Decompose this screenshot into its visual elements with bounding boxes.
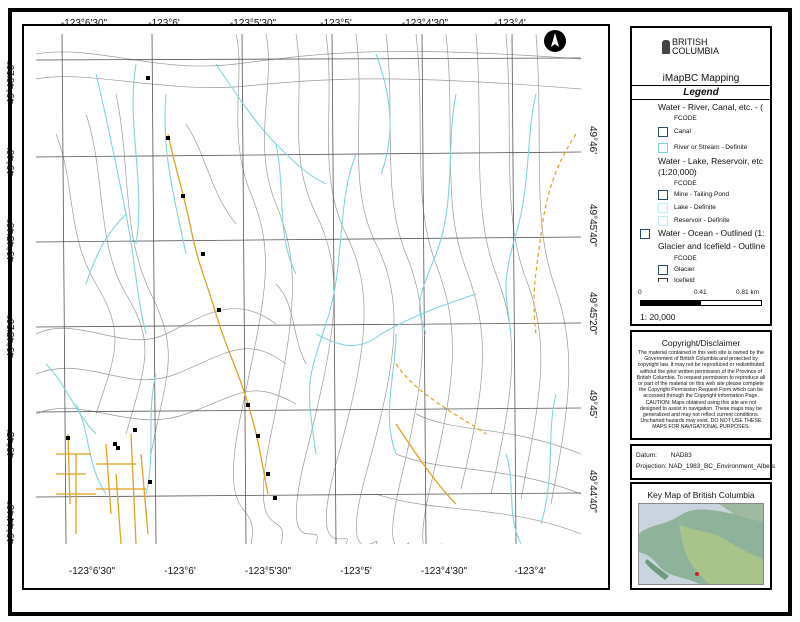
lat-label-right: 49°44'40" xyxy=(587,470,598,513)
lon-label-bottom: -123°6'30" xyxy=(68,566,116,577)
bc-logo-line2: COLUMBIA xyxy=(672,46,720,56)
legend-fcode: FCODE xyxy=(674,180,697,187)
lon-label-top: -123°5' xyxy=(320,18,352,29)
north-arrow-icon xyxy=(544,30,566,52)
projection-value: NAD_1983_BC_Environment_Albers xyxy=(668,463,776,470)
lat-label-left: 49°44'40" xyxy=(6,501,17,544)
legend-lake-definite: Lake - Definite xyxy=(674,204,716,211)
datum-value: NAD83 xyxy=(670,452,692,459)
lake-swatch xyxy=(658,203,668,213)
glacier-swatch xyxy=(658,265,668,275)
scale-ratio: 1: 20,000 xyxy=(640,312,676,322)
datum-label: Datum: xyxy=(636,452,657,459)
lon-label-top: -123°6' xyxy=(148,18,180,29)
key-map-image xyxy=(638,503,764,585)
legend-fcode: FCODE xyxy=(674,255,697,262)
legend-reservoir-definite: Reservoir - Definite xyxy=(674,217,730,224)
icefield-swatch xyxy=(658,278,668,282)
copyright-panel xyxy=(630,330,772,440)
lon-label-bottom: -123°4' xyxy=(514,566,546,577)
legend-icefield: Icefield xyxy=(674,277,695,284)
datum-line xyxy=(636,452,692,459)
contour-lines xyxy=(36,34,581,544)
legend-glacier-outline: Glacier and Icefield - Outline xyxy=(658,241,766,251)
legend-water-ocean: Water - Ocean - Outlined (1: xyxy=(658,228,765,238)
lon-label-bottom: -123°5'30" xyxy=(244,566,292,577)
topographic-map xyxy=(36,34,581,544)
lat-label-left: 49°45'20" xyxy=(6,315,17,358)
lon-label-top: -123°5'30" xyxy=(229,18,277,29)
canal-swatch xyxy=(658,127,668,137)
scale-zero: 0 xyxy=(638,289,642,296)
legend-fcode: FCODE xyxy=(674,115,697,122)
lat-label-right: 49°46' xyxy=(587,126,598,155)
copyright-title: Copyright/Disclaimer xyxy=(661,338,741,348)
lat-label-left: 49°45'40" xyxy=(6,219,17,262)
lon-label-top: -123°4' xyxy=(494,18,526,29)
key-map-panel xyxy=(630,482,772,590)
bc-logo xyxy=(672,38,719,56)
key-map-title: Key Map of British Columbia xyxy=(647,490,755,500)
legend-water-lake-scale: (1:20,000) xyxy=(658,167,697,177)
lon-label-bottom: -123°4'30" xyxy=(420,566,468,577)
lat-label-right: 49°45'20" xyxy=(587,292,598,335)
lon-label-bottom: -123°6' xyxy=(164,566,196,577)
map-subtitle: iMapBC Mapping xyxy=(662,73,740,84)
bc-crest-icon xyxy=(662,40,670,54)
map-grid xyxy=(36,34,581,544)
legend-water-lake: Water - Lake, Reservoir, etc xyxy=(658,156,764,166)
legend-water-river: Water - River, Canal, etc. - ( xyxy=(658,102,764,112)
lat-label-right: 49°45' xyxy=(587,390,598,419)
lat-label-right: 49°45'40" xyxy=(587,204,598,247)
ocean-swatch xyxy=(640,229,650,239)
copyright-text: The material contained in this web site is owned by the Government of British Columbia and protected by copyright law. It may not be reproduced or redistributed without the prior written permission of the Province of British Columbia. To request permission to reproduce all or part of the material on this web site please complete the Copyright Permission Request Form which can be accessed through the Copyright Information Page. CAUTION: Maps obtained using this site are not designed to assist in navigation. These maps may be generalized and may not reflect current conditions. Uncharted hazards may exist. DO NOT USE THESE MAPS FOR NAVIGATIONAL PURPOSES. xyxy=(636,350,766,431)
lon-label-top: -123°4'30" xyxy=(401,18,449,29)
legend-river-definite: River or Stream - Definite xyxy=(674,144,748,151)
lat-label-left: 49°46' xyxy=(6,147,17,176)
projection-line xyxy=(636,463,775,470)
lon-label-bottom: -123°5' xyxy=(340,566,372,577)
lat-label-left: 49°46'20" xyxy=(6,61,17,104)
lon-label-top: -123°6'30" xyxy=(60,18,108,29)
bc-logo-line1: BRITISH xyxy=(672,37,708,47)
reservoir-swatch xyxy=(658,216,668,226)
scale-end: 0.81 km xyxy=(736,289,760,296)
legend-glacier: Glacier xyxy=(674,266,695,273)
scale-mid: 0.41 xyxy=(694,289,707,296)
projection-label: Projection: xyxy=(636,463,667,470)
scale-bar xyxy=(640,300,762,306)
legend-mine-tailing: Mine - Tailing Pond xyxy=(674,191,730,198)
map-canvas[interactable] xyxy=(36,34,581,544)
legend-panel xyxy=(630,26,772,326)
legend-title: Legend xyxy=(632,85,770,100)
datum-panel xyxy=(630,444,776,480)
legend-canal: Canal xyxy=(674,128,691,135)
river-swatch xyxy=(658,143,668,153)
lat-label-left: 49°45' xyxy=(6,429,17,458)
mine-swatch xyxy=(658,190,668,200)
